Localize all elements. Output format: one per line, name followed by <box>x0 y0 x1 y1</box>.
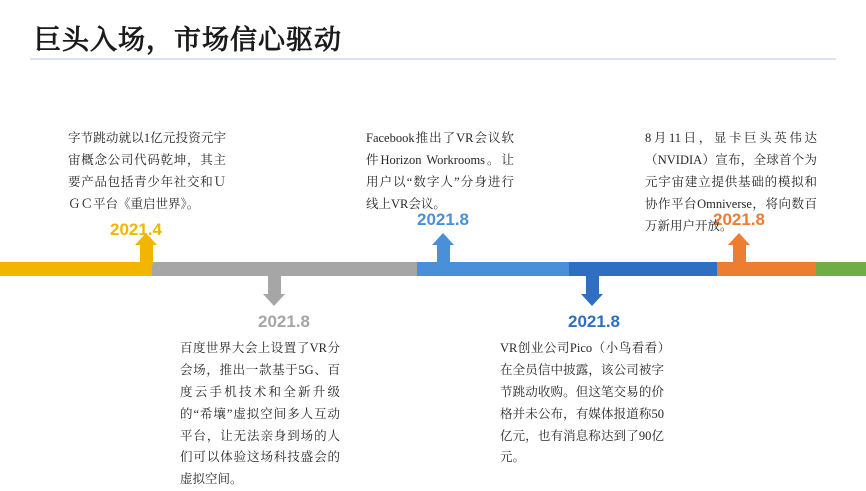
segment-green <box>816 262 866 276</box>
event-text-bytedance: 字节跳动就以1亿元投资元宇宙概念公司代码乾坤，其主要产品包括青少年社交和ＵＧＣ平台《重启世界》。 <box>68 131 226 211</box>
riser-stem <box>733 244 746 265</box>
segment-yellow <box>0 262 152 276</box>
date-label-pico: 2021.8 <box>568 312 620 331</box>
riser-head <box>263 294 285 306</box>
riser-head <box>432 233 454 245</box>
riser-pico <box>586 274 599 306</box>
segment-orange <box>717 262 816 276</box>
riser-head <box>581 294 603 306</box>
date-label-facebook: 2021.8 <box>417 210 469 229</box>
event-text-nvidia: 8月11日，显卡巨头英伟达（NVIDIA）宣布，全球首个为元宇宙建立提供基础的模拟和协作平台Omniverse，将向数百万新用户开放。 <box>645 131 817 233</box>
riser-baidu <box>268 274 281 306</box>
date-label-baidu: 2021.8 <box>258 312 310 331</box>
riser-stem <box>268 274 281 295</box>
event-text-baidu: 百度世界大会上设置了VR分会场，推出一款基于5G、百度云手机技术和全新升级的“希壤”虚拟空间多人互动平台，让无法亲身到场的人们可以体验这场科技盛会的虚拟空间。 <box>180 341 340 487</box>
riser-facebook <box>437 233 450 265</box>
date-label-bytedance: 2021.4 <box>110 220 162 239</box>
title-divider <box>30 58 836 60</box>
riser-stem <box>437 244 450 265</box>
page-title: 巨头入场，市场信心驱动 <box>34 25 342 55</box>
date-label-nvidia: 2021.8 <box>713 210 765 229</box>
riser-nvidia <box>733 233 746 265</box>
event-text-facebook: Facebook推出了VR会议软件Horizon Workrooms。让用户以“数字人”分身进行线上VR会议。 <box>366 131 514 211</box>
event-text-pico: VR创业公司Pico（小鸟看看）在全员信中披露，该公司被字节跳动收购。但这笔交易的价格并未公布，有媒体报道称50亿元，也有消息称达到了90亿元。 <box>500 341 664 465</box>
riser-stem <box>140 244 153 265</box>
segment-gray <box>152 262 417 276</box>
riser-stem <box>586 274 599 295</box>
